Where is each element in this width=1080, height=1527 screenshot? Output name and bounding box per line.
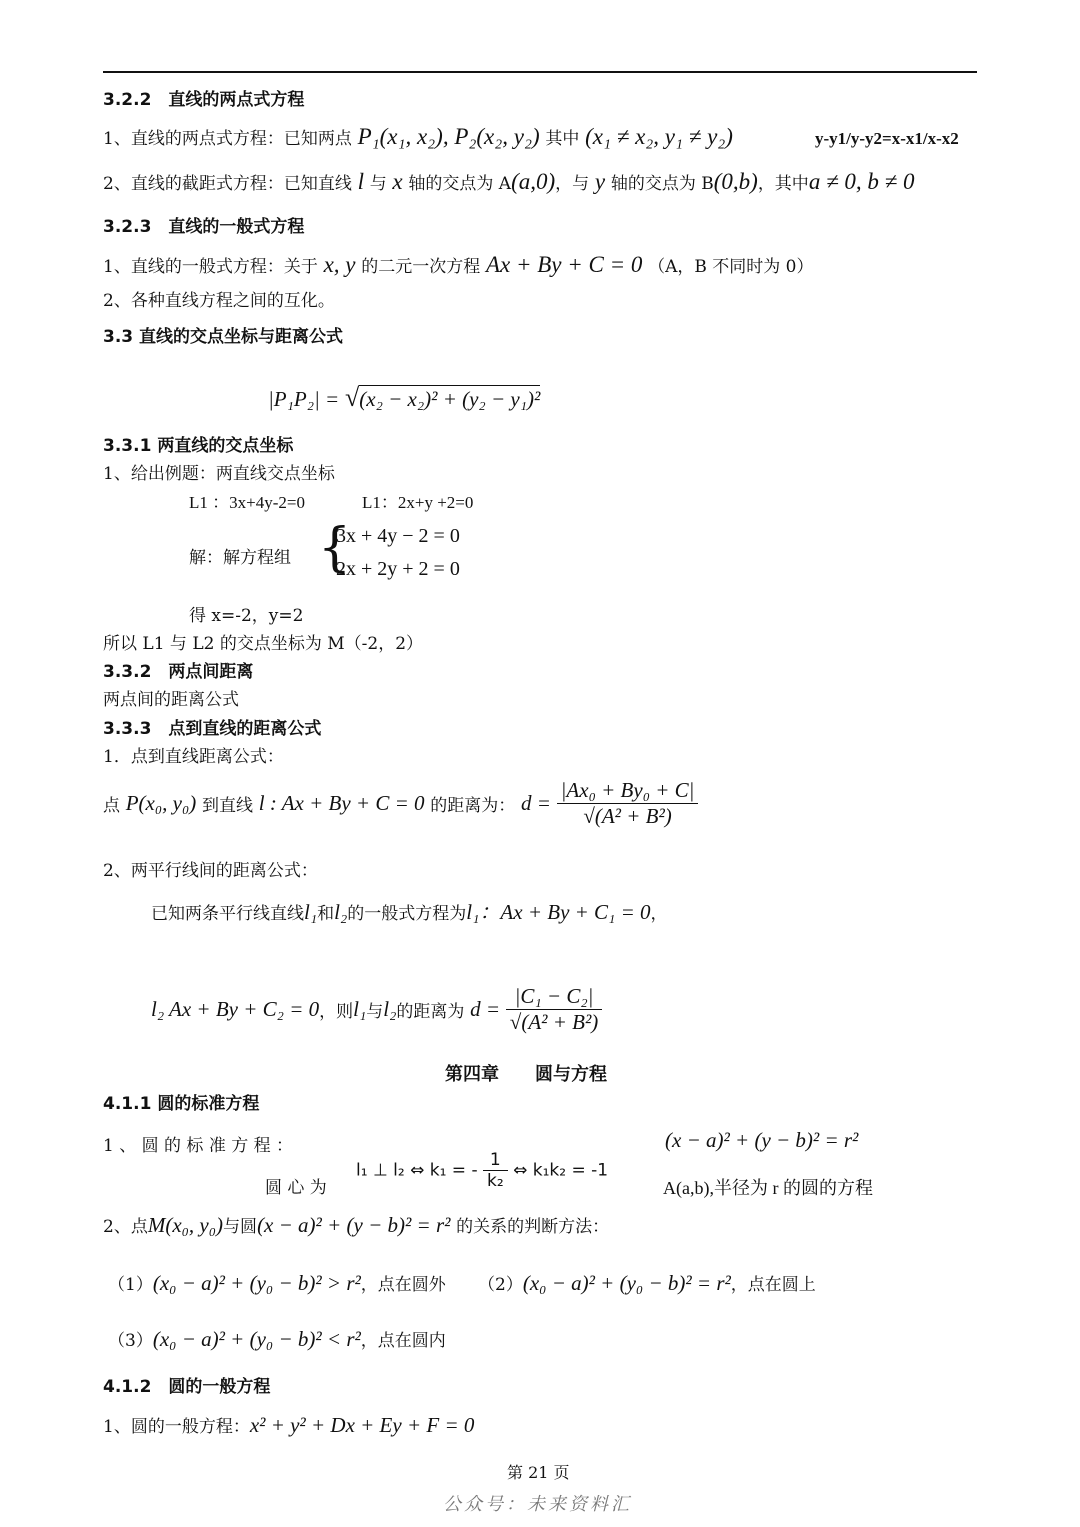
math-d: d =	[521, 791, 551, 815]
intercept-line	[103, 169, 915, 195]
general-circle-line	[103, 1412, 474, 1438]
math-y: y	[594, 169, 606, 194]
perpendicular-formula	[356, 1150, 608, 1191]
text: 与	[366, 1002, 384, 1022]
math-general-circle: x² + y² + Dx + Ey + F = 0	[249, 1413, 475, 1437]
math-eq-l2: l₂ Ax + By + C₂ = 0	[151, 997, 320, 1021]
circle-desc: A(a,b),半径为 r 的圆的方程	[663, 1178, 873, 1198]
math-l: l	[357, 169, 364, 194]
math-x: x	[392, 169, 403, 194]
text: 2、点	[103, 1217, 148, 1237]
parallel-line-2	[151, 984, 602, 1035]
math-condition: a ≠ 0, b ≠ 0	[808, 169, 915, 194]
fraction-denominator: k₂	[487, 1171, 504, 1191]
text: 和	[317, 904, 335, 924]
case-text: ，点在圆内	[360, 1331, 446, 1351]
fraction-numerator: 1	[483, 1150, 508, 1171]
system-eq-1: 3x + 4y − 2 = 0	[336, 525, 460, 547]
heading-4-1-2: 4.1.2 圆的一般方程	[103, 1377, 271, 1397]
text: 的距离为：	[430, 796, 516, 816]
chapter-title: 第四章 圆与方程	[445, 1064, 607, 1085]
math-perp-2: ⇔ k₁k₂ = -1	[513, 1160, 609, 1181]
distance-text: 两点间的距离公式	[103, 690, 239, 710]
two-point-note: y-y1/y-y2=x-x1/x-x2	[815, 129, 959, 148]
text: 1、直线的一般式方程：关于	[103, 257, 318, 277]
text: 与圆	[223, 1217, 258, 1237]
text: 2、直线的截距式方程：已知直线	[103, 174, 352, 194]
system-eq-2: 2x + 2y + 2 = 0	[336, 558, 460, 580]
math-point-a: (a,0)	[511, 169, 556, 194]
heading-3-3-1: 3.3.1 两直线的交点坐标	[103, 436, 294, 456]
text: （A，B 不同时为 0）	[648, 257, 814, 277]
heading-3-3-2: 3.3.2 两点间距离	[103, 662, 254, 682]
page-number: 第 21 页	[507, 1463, 570, 1482]
math-l1: l₁	[353, 997, 367, 1021]
parallel-line-1	[151, 896, 668, 926]
fraction-numerator: |Ax₀ + By₀ + C|	[557, 778, 699, 804]
text: 1、直线的两点式方程：已知两点	[103, 129, 352, 149]
top-rule	[103, 71, 977, 73]
math-line-eq: l : Ax + By + C = 0	[258, 791, 425, 815]
math-points: P₁(x₁, x₂), P₂(x₂, y₂)	[357, 124, 540, 149]
example-line: 1、给出例题：两直线交点坐标	[103, 464, 335, 484]
math-l2: l₂	[383, 997, 397, 1021]
line-l2: L1：2x+y +2=0	[362, 493, 474, 512]
math-case-eq: (x₀ − a)² + (y₀ − b)² = r²	[522, 1271, 731, 1295]
fraction-numerator: |C₁ − C₂|	[506, 984, 602, 1010]
text: 1、圆的一般方程：	[103, 1417, 250, 1437]
fraction-denominator: √(A² + B²)	[583, 804, 672, 828]
distance-formula	[268, 383, 540, 413]
standard-eq: (x − a)² + (y − b)² = r²	[665, 1128, 859, 1152]
parallel-distance-fraction	[506, 984, 602, 1035]
heading-3-3: 3.3 直线的交点坐标与距离公式	[103, 327, 344, 347]
math-circle-eq: (x − a)² + (y − b)² = r²	[257, 1213, 451, 1237]
case-text: ，点在圆外	[360, 1275, 446, 1295]
text: 的关系的判断方法：	[456, 1217, 610, 1237]
distance-fraction	[557, 778, 699, 829]
general-form-line	[103, 252, 814, 278]
perp-fraction	[483, 1150, 508, 1191]
heading-4-1-1: 4.1.1 圆的标准方程	[103, 1094, 260, 1114]
sqrt-symbol: √	[344, 383, 360, 412]
text: 点	[103, 796, 120, 816]
heading-3-2-3: 3.2.3 直线的一般式方程	[103, 217, 305, 237]
text: 其中	[545, 129, 580, 149]
math-eq-l1: l₁：Ax + By + C₁ = 0	[466, 900, 651, 924]
watermark: 公众号：未来资料汇	[443, 1494, 632, 1515]
text: 的二元一次方程	[361, 257, 481, 277]
math-point-p: P(x₀, y₀)	[125, 791, 197, 815]
point-line-formula	[103, 778, 698, 829]
text: ，其中	[757, 174, 809, 194]
math-perp: l₁ ⊥ l₂ ⇔ k₁ = -	[356, 1160, 478, 1181]
math-l2: l₂	[334, 900, 348, 924]
math-l1: l₁	[304, 900, 318, 924]
case-number: （3）	[108, 1331, 153, 1351]
math-d: d =	[470, 997, 501, 1021]
text: ，与	[555, 174, 590, 194]
result-line: 得 x=-2，y=2	[189, 606, 304, 626]
case-3	[108, 1326, 446, 1352]
math-point-m: M(x₀, y₀)	[147, 1213, 224, 1237]
case-number: （1）	[108, 1275, 153, 1295]
case-2	[478, 1270, 816, 1296]
text: 的距离为	[396, 1002, 465, 1022]
text: ，则	[319, 1002, 354, 1022]
conversion-line: 2、各种直线方程之间的互化。	[103, 291, 335, 311]
text: 的一般式方程为	[347, 904, 467, 924]
left-brace: {	[318, 518, 352, 578]
math-case-eq: (x₀ − a)² + (y₀ − b)² > r²	[152, 1271, 361, 1295]
math-radicand: (x₂ − x₂)² + (y₂ − y₁)²	[359, 387, 541, 411]
text: 到直线	[202, 796, 254, 816]
solve-label: 解：解方程组	[189, 548, 291, 568]
two-point-line	[103, 124, 733, 150]
text: 已知两条平行线直线	[151, 904, 304, 924]
conclusion-line: 所以 L1 与 L2 的交点坐标为 M（-2，2）	[103, 634, 424, 654]
center-label: 圆 心 为	[265, 1178, 327, 1198]
case-text: ，点在圆上	[730, 1275, 816, 1295]
text: 轴的交点为 B	[610, 174, 714, 194]
standard-eq-label: 1 、 圆 的 标 准 方 程 ：	[103, 1136, 294, 1156]
text: 与	[369, 174, 387, 194]
case-1	[108, 1270, 446, 1296]
text: 轴的交点为 A	[408, 174, 512, 194]
math-case-eq: (x₀ − a)² + (y₀ − b)² < r²	[152, 1327, 361, 1351]
fraction-denominator: √(A² + B²)	[509, 1010, 599, 1034]
math-point-b: (0,b)	[713, 169, 758, 194]
heading-3-2-2: 3.2.2 直线的两点式方程	[103, 90, 305, 110]
case-number: （2）	[478, 1275, 523, 1295]
math-general-eq: Ax + By + C = 0	[485, 252, 643, 277]
point-line-title: 1．点到直线距离公式：	[103, 747, 284, 767]
math-xy: x, y	[323, 252, 356, 277]
line-l1: L1 ：3x+4y-2=0	[189, 493, 305, 512]
heading-3-3-3: 3.3.3 点到直线的距离公式	[103, 719, 322, 739]
point-circle-line	[103, 1212, 609, 1238]
parallel-title: 2、两平行线间的距离公式：	[103, 861, 318, 881]
math-condition: (x₁ ≠ x₂, y₁ ≠ y₂)	[585, 124, 733, 149]
text: ，	[650, 904, 668, 924]
math-lhs: |P₁P₂| =	[268, 387, 340, 411]
